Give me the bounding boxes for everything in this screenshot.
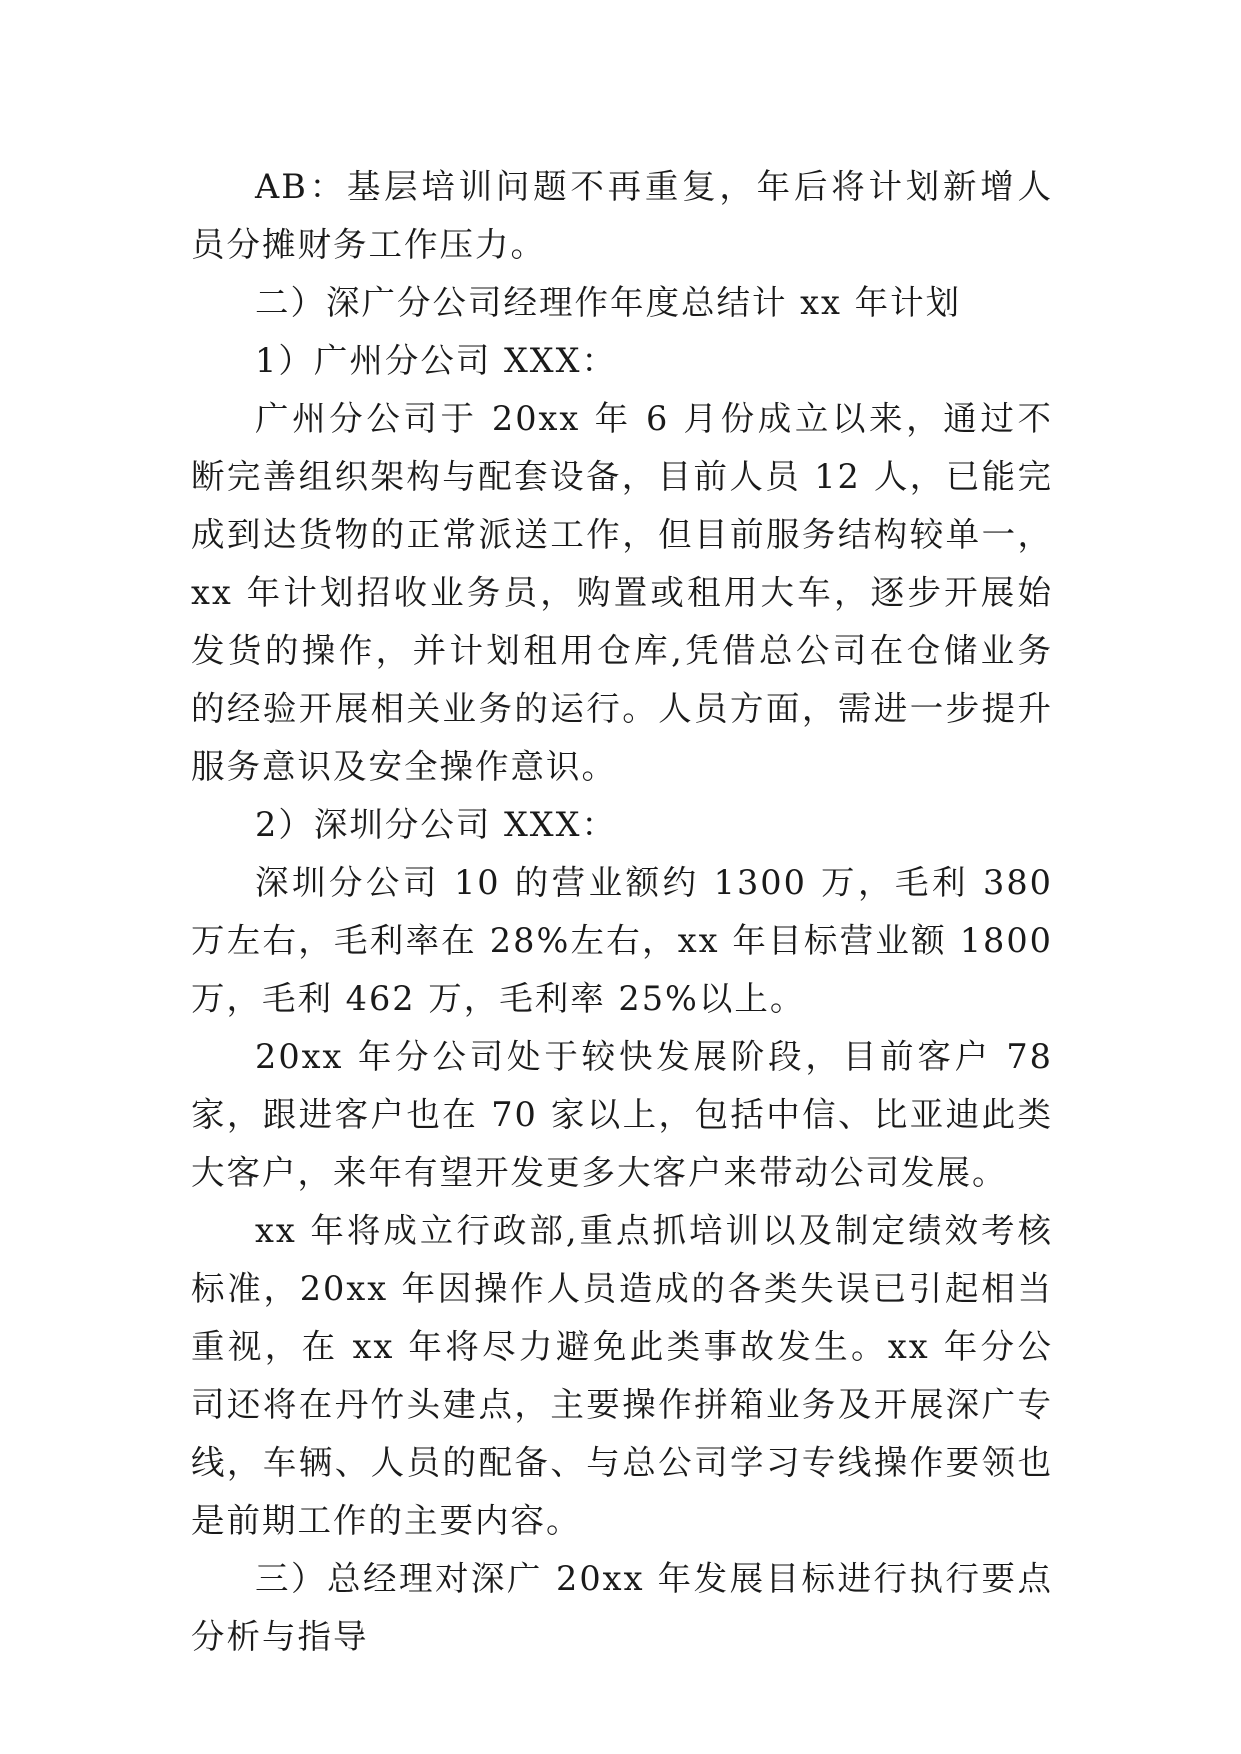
paragraph-shenzhen-revenue: 深圳分公司 10 的营业额约 1300 万，毛利 380 万左右，毛利率在 28%左右，xx 年目标营业额 1800 万，毛利 462 万，毛利率 25%以上。 [191,863,1053,1018]
document-body [191,158,1053,1666]
paragraph-shenzhen-customers: 20xx 年分公司处于较快发展阶段，目前客户 78 家，跟进客户也在 70 家以上，包括中信、比亚迪此类大客户，来年有望开发更多大客户来带动公司发展。 [191,1037,1053,1192]
section-heading-branch-summary: 二）深广分公司经理作年度总结计 xx 年计划 [255,283,962,322]
subheading-guangzhou-branch: 1）广州分公司 XXX： [255,341,618,380]
paragraph-guangzhou-plan: 广州分公司于 20xx 年 6 月份成立以来，通过不断完善组织架构与配套设备，目前人员 12 人，已能完成到达货物的正常派送工作，但目前服务结构较单一，xx 年计划招收业务员，购置或租用大车，逐步开展始发货的操作，并计划租用仓库,凭借总公司在仓储业务的经验开展相关业务的运行。人员方面，需进一步提升服务意识及安全操作意识。 [191,399,1053,786]
paragraph-shenzhen-admin-plan: xx 年将成立行政部,重点抓培训以及制定绩效考核标准，20xx 年因操作人员造成的各类失误已引起相当重视，在 xx 年将尽力避免此类事故发生。xx 年分公司还将在丹竹头建点，主要操作拼箱业务及开展深广专线，车辆、人员的配备、与总公司学习专线操作要领也是前期工作的主要内容。 [191,1211,1053,1540]
section-heading-gm-guidance: 三）总经理对深广 20xx 年发展目标进行执行要点分析与指导 [191,1559,1053,1656]
subheading-shenzhen-branch: 2）深圳分公司 XXX： [255,805,618,844]
paragraph-finance-staffing: AB：基层培训问题不再重复，年后将计划新增人员分摊财务工作压力。 [191,167,1053,264]
